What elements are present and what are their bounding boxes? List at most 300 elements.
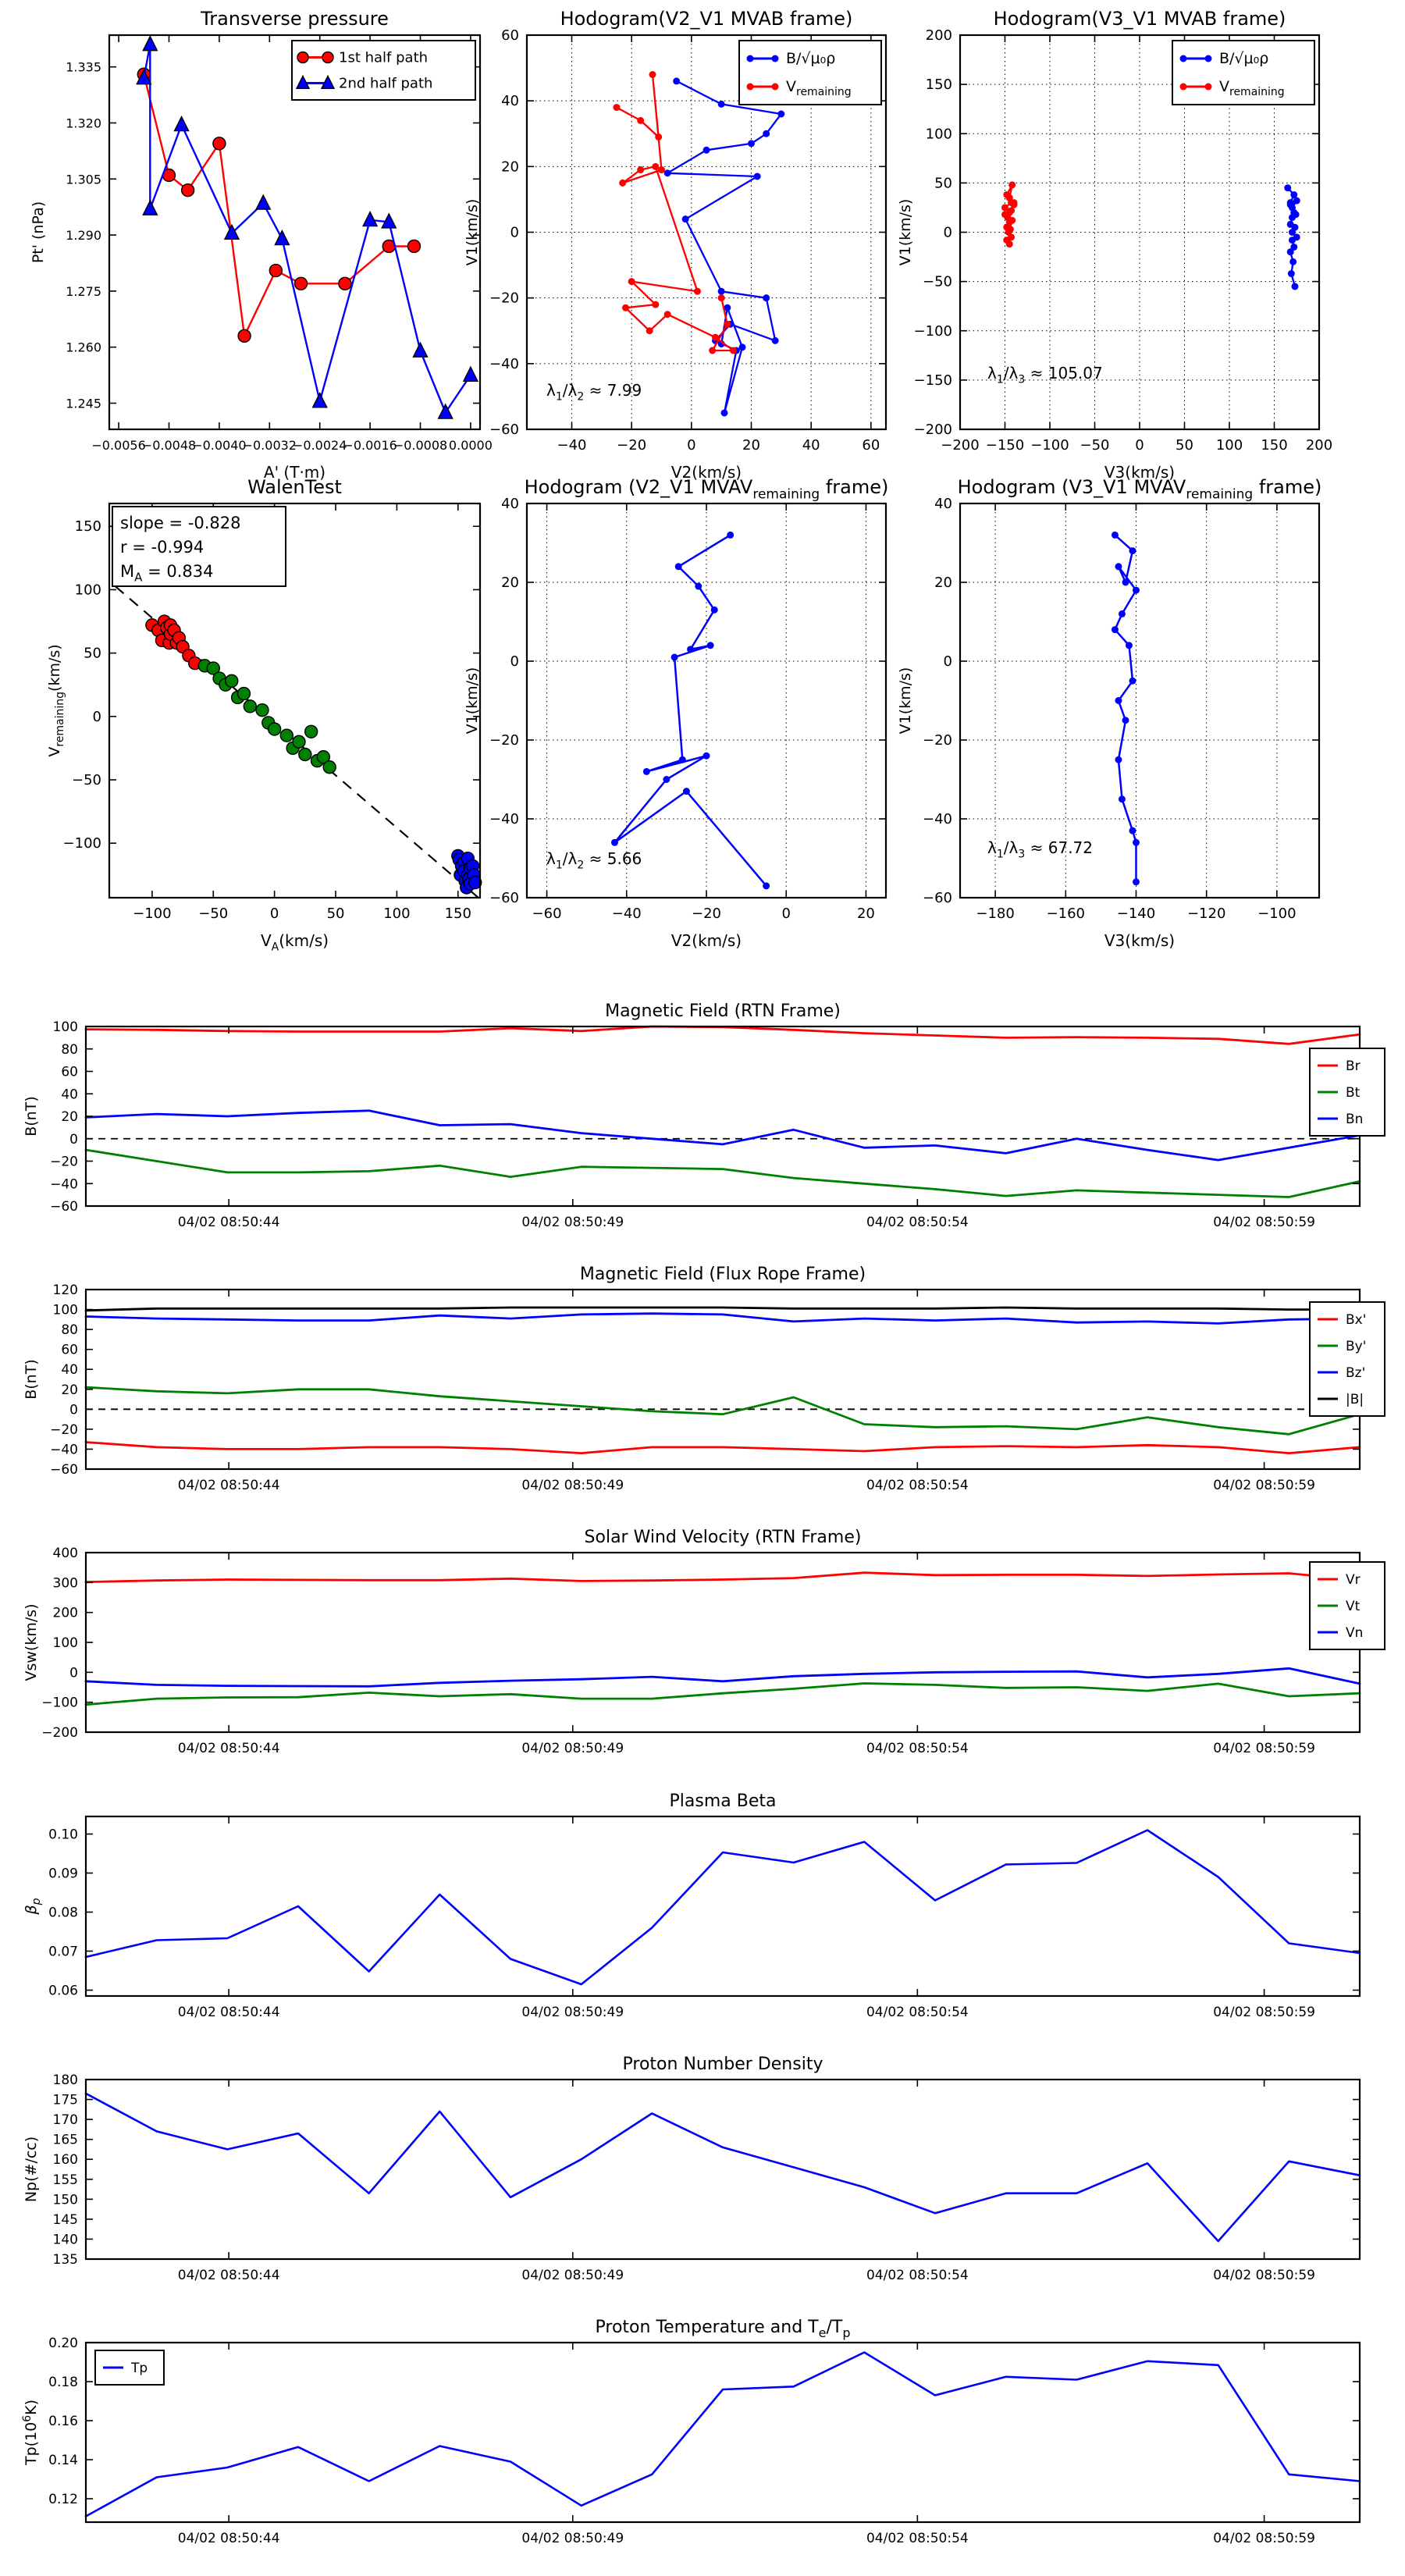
marker-dot bbox=[1133, 839, 1140, 846]
x-tick-label: 04/02 08:50:49 bbox=[521, 2531, 624, 2546]
magnetic-field-flux-rope-legend bbox=[1310, 1302, 1385, 1416]
annotation-text: $M_A = 0.834$ bbox=[120, 562, 214, 585]
x-tick-label: 04/02 08:50:54 bbox=[866, 2268, 969, 2283]
x-tick-label: −50 bbox=[198, 906, 229, 922]
y-tick-label: 180 bbox=[52, 2073, 78, 2088]
y-tick-label: 60 bbox=[61, 1342, 78, 1358]
proton-number-density-ylabel: Np(#/cc) bbox=[23, 2136, 40, 2203]
walen-test-series-first-half-markers bbox=[146, 615, 201, 670]
x-tick-label: 50 bbox=[326, 906, 345, 922]
hodogram-v3v1-mvab-ylabel: V1(km/s) bbox=[897, 198, 914, 266]
hodogram-v2v1-mvab-legend bbox=[739, 41, 881, 105]
y-tick-label: 0 bbox=[510, 224, 519, 241]
y-tick-label: 50 bbox=[934, 175, 952, 192]
y-tick-label: −20 bbox=[923, 732, 952, 749]
marker-dot bbox=[1007, 226, 1014, 233]
y-tick-label: −40 bbox=[489, 811, 519, 827]
y-tick-label: 20 bbox=[61, 1109, 78, 1125]
marker-dot bbox=[637, 117, 644, 124]
y-tick-label: 120 bbox=[52, 1283, 78, 1298]
magnetic-field-rtn-ylabel: B(nT) bbox=[23, 1096, 40, 1137]
hodogram-v2v1-mvav-annotation bbox=[546, 849, 642, 871]
legend-label: B/√μ₀ρ bbox=[1219, 50, 1269, 67]
marker-dot bbox=[1115, 756, 1122, 763]
hodogram-v2v1-mvav-ylabel: V1(km/s) bbox=[464, 667, 481, 735]
y-tick-label: 1.260 bbox=[66, 340, 101, 355]
magnetic-field-flux-rope-series-Bz'-line bbox=[86, 1314, 1360, 1324]
panel-hodogram-v3v1-mvab bbox=[897, 8, 1332, 482]
marker-dot bbox=[652, 163, 659, 170]
marker-dot bbox=[1290, 209, 1297, 216]
marker-dot bbox=[293, 735, 305, 748]
marker-dot bbox=[1115, 563, 1122, 570]
hodogram-v3v1-mvab-title: Hodogram(V3_V1 MVAB frame) bbox=[993, 8, 1286, 30]
marker-dot bbox=[1008, 217, 1016, 224]
x-tick-label: 20 bbox=[856, 906, 875, 922]
x-tick-label: −100 bbox=[1257, 906, 1297, 922]
x-tick-label: −200 bbox=[941, 437, 980, 454]
y-tick-label: −20 bbox=[489, 732, 519, 749]
y-tick-label: −60 bbox=[923, 890, 952, 906]
marker-dot bbox=[727, 532, 734, 539]
marker-dot bbox=[687, 646, 694, 653]
walen-test-xlabel: $V_A(km/s)$ bbox=[260, 931, 329, 954]
marker-circle bbox=[269, 265, 282, 277]
x-tick-label: −100 bbox=[1030, 437, 1069, 454]
y-tick-label: 0.16 bbox=[48, 2414, 78, 2429]
marker-dot bbox=[1129, 827, 1136, 834]
y-tick-label: 40 bbox=[501, 496, 519, 512]
x-tick-label: 04/02 08:50:59 bbox=[1213, 1741, 1315, 1756]
marker-dot bbox=[748, 140, 755, 147]
legend-label: Bx' bbox=[1346, 1312, 1367, 1328]
magnetic-field-rtn-title: Magnetic Field (RTN Frame) bbox=[605, 1002, 841, 1021]
x-tick-label: 0 bbox=[1135, 437, 1144, 454]
marker-circle bbox=[182, 184, 194, 197]
x-tick-label: 04/02 08:50:54 bbox=[866, 1215, 969, 1230]
marker-dot bbox=[323, 761, 336, 774]
y-tick-label: 0 bbox=[92, 708, 101, 725]
marker-dot bbox=[763, 294, 770, 301]
marker-triangle bbox=[464, 367, 478, 381]
y-tick-label: 20 bbox=[934, 575, 952, 591]
y-tick-label: −60 bbox=[489, 422, 519, 438]
marker-dot bbox=[1001, 211, 1008, 218]
legend-label: Vr bbox=[1346, 1572, 1361, 1588]
legend-label: 1st half path bbox=[339, 49, 429, 66]
x-tick-label: 50 bbox=[1176, 437, 1193, 454]
x-tick-label: 100 bbox=[383, 906, 411, 922]
y-tick-label: 1.290 bbox=[66, 228, 101, 244]
y-tick-label: 155 bbox=[52, 2172, 78, 2188]
marker-dot bbox=[711, 607, 718, 614]
marker-dot bbox=[663, 776, 670, 783]
y-tick-label: 100 bbox=[52, 1635, 78, 1651]
y-tick-label: −50 bbox=[923, 273, 952, 290]
magnetic-field-flux-rope-series-Bx'-line bbox=[86, 1443, 1360, 1453]
walen-test-ylabel: $V_{remaining}(km/s)$ bbox=[46, 644, 67, 757]
legend-label: $V_{remaining}$ bbox=[786, 78, 852, 99]
proton-temperature-series-Tp-line bbox=[86, 2353, 1360, 2517]
legend-label: B/√μ₀ρ bbox=[786, 50, 836, 67]
marker-dot bbox=[703, 147, 710, 154]
axes-frame bbox=[86, 2343, 1360, 2522]
y-tick-label: −100 bbox=[913, 322, 952, 340]
magnetic-field-flux-rope-title: Magnetic Field (Flux Rope Frame) bbox=[579, 1265, 866, 1284]
marker-dot bbox=[671, 653, 678, 660]
hodogram-v3v1-mvav-annotation bbox=[987, 838, 1093, 860]
x-tick-label: 04/02 08:50:59 bbox=[1213, 2005, 1315, 2020]
marker-dot bbox=[1133, 878, 1140, 885]
x-tick-label: −0.0016 bbox=[343, 438, 397, 453]
x-tick-label: 04/02 08:50:49 bbox=[521, 2005, 624, 2020]
marker-dot bbox=[664, 169, 671, 176]
y-tick-label: −150 bbox=[913, 372, 952, 389]
panel-walen-test bbox=[46, 476, 482, 953]
x-tick-label: −0.0024 bbox=[293, 438, 347, 453]
x-tick-label: −40 bbox=[557, 437, 587, 454]
marker-dot bbox=[675, 563, 682, 570]
y-tick-label: 40 bbox=[61, 1087, 78, 1103]
y-tick-label: 80 bbox=[61, 1041, 78, 1058]
marker-dot bbox=[721, 409, 728, 416]
marker-dot bbox=[1293, 197, 1300, 205]
marker-dot bbox=[718, 101, 725, 108]
marker-dot bbox=[1129, 547, 1136, 554]
x-tick-label: 04/02 08:50:49 bbox=[521, 1478, 624, 1493]
y-tick-label: 40 bbox=[501, 93, 519, 110]
x-tick-label: −160 bbox=[1046, 906, 1086, 922]
y-tick-label: −200 bbox=[913, 422, 952, 438]
marker-dot bbox=[747, 84, 754, 91]
x-tick-label: 04/02 08:50:44 bbox=[177, 1478, 280, 1493]
marker-dot bbox=[747, 55, 754, 62]
marker-dot bbox=[652, 301, 659, 308]
legend-label: Vn bbox=[1346, 1625, 1364, 1641]
hodogram-v3v1-mvav-series-B-path-markers bbox=[1112, 532, 1140, 885]
marker-dot bbox=[694, 288, 701, 295]
x-tick-label: −0.0032 bbox=[242, 438, 297, 453]
hodogram-v2v1-mvab-ylabel: V1(km/s) bbox=[464, 198, 481, 266]
y-tick-label: 0 bbox=[510, 653, 519, 670]
hodogram-v3v1-mvav-ylabel: V1(km/s) bbox=[897, 667, 914, 735]
marker-circle bbox=[295, 277, 308, 290]
x-tick-label: 04/02 08:50:54 bbox=[866, 1741, 969, 1756]
y-tick-label: 0 bbox=[69, 1131, 78, 1147]
x-tick-label: −50 bbox=[1080, 437, 1110, 454]
marker-dot bbox=[614, 104, 621, 111]
x-tick-label: −20 bbox=[617, 437, 647, 454]
marker-dot bbox=[1289, 237, 1296, 244]
magnetic-field-rtn-series-Bn-line bbox=[86, 1111, 1360, 1160]
y-tick-label: −100 bbox=[62, 835, 101, 852]
marker-dot bbox=[1119, 795, 1126, 802]
marker-dot bbox=[1288, 270, 1295, 277]
marker-dot bbox=[619, 180, 626, 187]
annotation-text: $\lambda_1/\lambda_2 \approx 5.66$ bbox=[546, 849, 642, 872]
marker-dot bbox=[1180, 84, 1187, 91]
y-tick-label: −20 bbox=[50, 1421, 78, 1438]
y-tick-label: 0.10 bbox=[48, 1827, 78, 1843]
legend-label: Bz' bbox=[1346, 1365, 1366, 1381]
panel-magnetic-field-flux-rope bbox=[23, 1265, 1385, 1493]
y-tick-label: 20 bbox=[501, 575, 519, 591]
x-tick-label: 04/02 08:50:44 bbox=[177, 2005, 280, 2020]
x-tick-label: 04/02 08:50:44 bbox=[177, 1741, 280, 1756]
marker-triangle bbox=[225, 225, 239, 239]
y-tick-label: −40 bbox=[489, 355, 519, 372]
y-tick-label: 0 bbox=[69, 1665, 78, 1681]
y-tick-label: 80 bbox=[61, 1322, 78, 1339]
annotation-text: $\lambda_1/\lambda_3 \approx 105.07$ bbox=[987, 364, 1103, 386]
panel-proton-temperature bbox=[21, 2318, 1360, 2546]
marker-dot bbox=[1122, 579, 1129, 586]
hodogram-v2v1-mvab-annotation bbox=[546, 381, 642, 403]
marker-dot bbox=[622, 304, 629, 311]
marker-dot bbox=[643, 768, 650, 775]
marker-dot bbox=[646, 327, 653, 334]
magnetic-field-flux-rope-series-By'-line bbox=[86, 1387, 1360, 1434]
marker-dot bbox=[1112, 626, 1119, 633]
proton-temperature-legend bbox=[95, 2350, 164, 2385]
y-tick-label: −100 bbox=[41, 1695, 78, 1711]
legend-label: Br bbox=[1346, 1059, 1361, 1074]
legend-label: Tp bbox=[131, 2361, 148, 2376]
y-tick-label: 165 bbox=[52, 2132, 78, 2148]
walen-test-title: WalenTest bbox=[247, 476, 342, 498]
panel-magnetic-field-rtn bbox=[23, 1002, 1385, 1230]
transverse-pressure-series-1st half path-markers bbox=[137, 68, 420, 342]
marker-triangle bbox=[143, 37, 157, 51]
proton-number-density-series-Np-line bbox=[86, 2094, 1360, 2241]
hodogram-v2v1-mvab-series-V-remaining-line bbox=[617, 75, 734, 351]
marker-dot bbox=[1003, 191, 1010, 198]
legend-label: By' bbox=[1346, 1339, 1367, 1354]
marker-dot bbox=[1291, 283, 1298, 290]
marker-triangle bbox=[313, 393, 327, 407]
marker-dot bbox=[763, 882, 770, 889]
panel-proton-number-density bbox=[23, 2055, 1360, 2283]
marker-dot bbox=[1006, 240, 1013, 247]
marker-triangle bbox=[143, 201, 157, 215]
marker-dot bbox=[718, 294, 725, 301]
y-tick-label: 0.20 bbox=[48, 2336, 78, 2351]
y-tick-label: 40 bbox=[61, 1362, 78, 1379]
x-tick-label: −0.0056 bbox=[91, 438, 146, 453]
y-tick-label: 0.07 bbox=[48, 1944, 78, 1960]
marker-dot bbox=[244, 700, 256, 713]
y-tick-label: 1.320 bbox=[66, 116, 101, 131]
marker-dot bbox=[673, 77, 680, 84]
y-tick-label: −50 bbox=[72, 771, 101, 788]
hodogram-v3v1-mvab-legend bbox=[1172, 41, 1314, 105]
solar-wind-velocity-series-Vn-line bbox=[86, 1668, 1360, 1686]
legend-label: Bn bbox=[1346, 1112, 1364, 1127]
legend-label: Bt bbox=[1346, 1085, 1361, 1101]
magnetic-field-flux-rope-series-|B|-line bbox=[86, 1308, 1360, 1311]
panel-hodogram-v2v1-mvav bbox=[464, 476, 888, 950]
y-tick-label: 100 bbox=[52, 1302, 78, 1318]
y-tick-label: 100 bbox=[925, 126, 952, 143]
legend-label: 2nd half path bbox=[339, 75, 433, 92]
y-tick-label: 150 bbox=[925, 76, 952, 94]
x-tick-label: 04/02 08:50:44 bbox=[177, 1215, 280, 1230]
axes-frame bbox=[86, 2080, 1360, 2259]
x-tick-label: 40 bbox=[802, 437, 820, 454]
marker-dot bbox=[305, 725, 318, 738]
y-tick-label: 0 bbox=[943, 653, 952, 670]
y-tick-label: 150 bbox=[74, 518, 101, 535]
proton-temperature-title: Proton Temperature and $T_e/T_p$ bbox=[595, 2318, 851, 2340]
x-tick-label: 04/02 08:50:59 bbox=[1213, 2531, 1315, 2546]
magnetic-field-rtn-series-Br-line bbox=[86, 1026, 1360, 1044]
marker-dot bbox=[763, 130, 770, 137]
marker-dot bbox=[1287, 248, 1294, 255]
hodogram-v2v1-mvab-xlabel: V2(km/s) bbox=[670, 463, 742, 482]
axes-frame bbox=[86, 1290, 1360, 1469]
marker-circle bbox=[339, 277, 351, 290]
panel-solar-wind-velocity bbox=[23, 1528, 1385, 1756]
hodogram-v3v1-mvav-xlabel: V3(km/s) bbox=[1104, 931, 1176, 950]
y-tick-label: 160 bbox=[52, 2152, 78, 2169]
y-tick-label: 150 bbox=[52, 2192, 78, 2208]
annotation-text: r = -0.994 bbox=[120, 538, 205, 557]
marker-dot bbox=[724, 321, 731, 328]
y-tick-label: 20 bbox=[501, 158, 519, 176]
x-tick-label: −100 bbox=[133, 906, 172, 922]
proton-temperature-ylabel: $Tp(10^6K)$ bbox=[20, 2399, 40, 2466]
y-tick-label: 135 bbox=[52, 2252, 78, 2268]
y-tick-label: 400 bbox=[52, 1546, 78, 1561]
panel-plasma-beta bbox=[23, 1791, 1360, 2020]
y-tick-label: 200 bbox=[52, 1605, 78, 1621]
marker-dot bbox=[739, 343, 746, 350]
y-tick-label: −40 bbox=[50, 1176, 78, 1193]
y-tick-label: 1.245 bbox=[66, 396, 101, 411]
x-tick-label: −120 bbox=[1186, 906, 1226, 922]
x-tick-label: 0 bbox=[687, 437, 696, 454]
y-tick-label: −60 bbox=[50, 1199, 78, 1215]
transverse-pressure-legend bbox=[292, 41, 475, 100]
hodogram-v3v1-mvab-series-B-sqrt-mu0rho-markers bbox=[1284, 184, 1300, 290]
transverse-pressure-ylabel: Pt' (nPa) bbox=[30, 201, 47, 264]
marker-circle bbox=[297, 52, 308, 63]
y-tick-label: −60 bbox=[489, 890, 519, 906]
hodogram-v2v1-mvav-title: Hodogram (V2_V1 $MVAV_{remaining}$ frame) bbox=[524, 476, 889, 503]
marker-dot bbox=[1126, 642, 1133, 649]
y-tick-label: 20 bbox=[61, 1382, 78, 1398]
marker-dot bbox=[664, 311, 671, 318]
marker-dot bbox=[1205, 55, 1212, 62]
annotation-text: $\lambda_1/\lambda_3 \approx 67.72$ bbox=[987, 838, 1093, 861]
solar-wind-velocity-series-Vr-line bbox=[86, 1573, 1360, 1582]
y-tick-label: 0.06 bbox=[48, 1983, 78, 1999]
marker-dot bbox=[237, 688, 250, 700]
y-tick-label: 0.09 bbox=[48, 1866, 78, 1882]
x-tick-label: 200 bbox=[1305, 437, 1333, 454]
x-tick-label: −20 bbox=[692, 906, 721, 922]
marker-dot bbox=[628, 278, 635, 285]
x-tick-label: −0.0048 bbox=[141, 438, 197, 453]
marker-dot bbox=[1287, 201, 1294, 208]
solar-wind-velocity-ylabel: Vsw(km/s) bbox=[23, 1603, 40, 1681]
marker-dot bbox=[709, 347, 716, 354]
hodogram-v2v1-mvab-title: Hodogram(V2_V1 MVAB frame) bbox=[560, 8, 853, 30]
marker-dot bbox=[772, 337, 779, 344]
y-tick-label: 1.305 bbox=[66, 172, 101, 187]
x-tick-label: 04/02 08:50:49 bbox=[521, 2268, 624, 2283]
marker-dot bbox=[226, 674, 238, 687]
x-tick-label: 20 bbox=[742, 437, 760, 454]
x-tick-label: 150 bbox=[444, 906, 471, 922]
marker-dot bbox=[777, 111, 784, 118]
x-tick-label: 04/02 08:50:59 bbox=[1213, 1215, 1315, 1230]
marker-dot bbox=[679, 756, 686, 763]
marker-dot bbox=[611, 839, 618, 846]
panel-hodogram-v2v1-mvab bbox=[464, 8, 886, 482]
y-tick-label: 40 bbox=[934, 496, 952, 512]
y-tick-label: 60 bbox=[61, 1064, 78, 1080]
x-tick-label: 04/02 08:50:49 bbox=[521, 1741, 624, 1756]
x-tick-label: 0 bbox=[269, 906, 279, 922]
marker-dot bbox=[772, 55, 779, 62]
marker-dot bbox=[712, 334, 719, 341]
y-tick-label: 1.335 bbox=[66, 59, 101, 75]
x-tick-label: −60 bbox=[532, 906, 562, 922]
x-tick-label: 0.0000 bbox=[448, 438, 493, 453]
y-tick-label: 0.12 bbox=[48, 2492, 78, 2507]
y-tick-label: −40 bbox=[50, 1442, 78, 1458]
x-tick-label: −0.0040 bbox=[192, 438, 247, 453]
y-tick-label: −40 bbox=[923, 811, 952, 827]
marker-dot bbox=[1289, 258, 1297, 265]
x-tick-label: 04/02 08:50:44 bbox=[177, 2268, 280, 2283]
marker-dot bbox=[1284, 184, 1291, 191]
x-tick-label: 04/02 08:50:54 bbox=[866, 2005, 969, 2020]
y-tick-label: −200 bbox=[41, 1725, 78, 1741]
y-tick-label: −60 bbox=[50, 1462, 78, 1478]
y-tick-label: 0 bbox=[943, 224, 952, 241]
y-tick-label: 145 bbox=[52, 2211, 78, 2228]
marker-dot bbox=[1112, 532, 1119, 539]
x-tick-label: −40 bbox=[611, 906, 642, 922]
hodogram-v3v1-mvav-title: Hodogram (V3_V1 $MVAV_{remaining}$ frame) bbox=[957, 476, 1322, 503]
y-tick-label: 200 bbox=[925, 27, 952, 44]
marker-dot bbox=[649, 71, 656, 78]
solar-wind-velocity-legend bbox=[1310, 1562, 1385, 1649]
y-tick-label: 300 bbox=[52, 1575, 78, 1592]
magnetic-field-rtn-series-Bt-line bbox=[86, 1150, 1360, 1197]
x-tick-label: 04/02 08:50:54 bbox=[866, 2531, 969, 2546]
marker-dot bbox=[1008, 181, 1016, 188]
marker-dot bbox=[695, 583, 702, 590]
y-tick-label: 0.14 bbox=[48, 2453, 78, 2468]
plasma-beta-ylabel: $\beta_p$ bbox=[23, 1898, 44, 1915]
y-tick-label: −20 bbox=[50, 1154, 78, 1170]
marker-dot bbox=[1011, 201, 1018, 208]
legend-label: $V_{remaining}$ bbox=[1219, 78, 1285, 99]
magnetic-field-flux-rope-ylabel: B(nT) bbox=[23, 1359, 40, 1400]
marker-circle bbox=[213, 137, 226, 150]
x-tick-label: 150 bbox=[1261, 437, 1288, 454]
marker-circle bbox=[322, 52, 333, 63]
x-tick-label: 04/02 08:50:44 bbox=[177, 2531, 280, 2546]
y-tick-label: 50 bbox=[84, 645, 101, 662]
annotation-text: $\lambda_1/\lambda_2 \approx 7.99$ bbox=[546, 381, 642, 404]
y-tick-label: 60 bbox=[501, 27, 519, 44]
hodogram-v3v1-mvab-xlabel: V3(km/s) bbox=[1104, 463, 1176, 482]
x-tick-label: −0.0008 bbox=[393, 438, 448, 453]
